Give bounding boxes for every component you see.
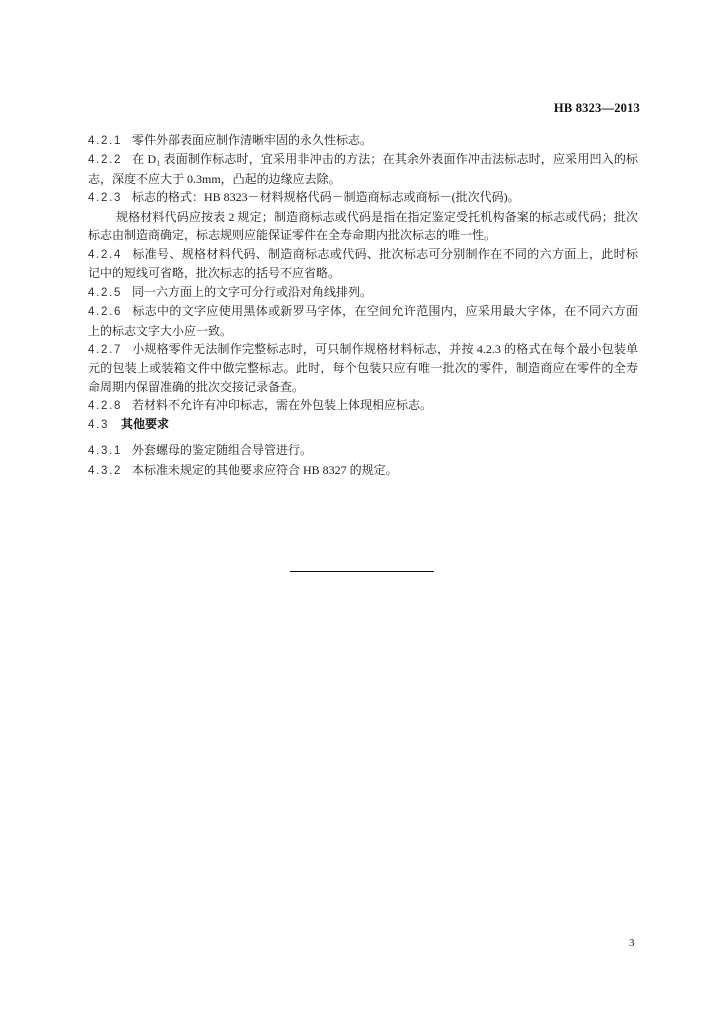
clause-line bbox=[88, 188, 638, 207]
clause-number: 4.2.1 bbox=[88, 135, 123, 147]
clause-4-2-5 bbox=[88, 283, 638, 302]
clause-text: 零件外部表面应制作清晰牢固的永久性标志。 bbox=[132, 133, 373, 147]
clause-number: 4.3.2 bbox=[88, 465, 123, 477]
clause-line bbox=[88, 283, 638, 302]
clause-number: 4.2.6 bbox=[88, 306, 123, 319]
clause-line bbox=[88, 461, 638, 481]
clause-number: 4.2.2 bbox=[88, 154, 123, 167]
clause-number: 4.3.1 bbox=[88, 445, 123, 457]
clause-line bbox=[88, 245, 638, 264]
clause-line: 元的包装上或装箱文件中做完整标志。此时，每个包装只应有唯一批次的零件，制造商应在零件的全寿 bbox=[88, 361, 638, 376]
clause-line bbox=[88, 150, 638, 169]
clause-number: 4.2.3 bbox=[88, 192, 123, 205]
clause-text: 在 D₁ 表面制作标志时，宜采用非冲击的方法；在其余外表面作冲击法标志时，应采用凹入的标 bbox=[132, 152, 638, 167]
clause-line: 命周期内保留准确的批次交接记录备查。 bbox=[88, 379, 305, 394]
clause-4-3-2 bbox=[88, 461, 638, 481]
section-4-3 bbox=[88, 441, 638, 481]
clause-text: 标志的格式：HB 8323－材料规格代码－制造商标志或商标－(批次代码)。 bbox=[132, 190, 520, 205]
section-heading-line bbox=[88, 415, 638, 434]
clause-line bbox=[88, 302, 638, 321]
clause-4-2-2 bbox=[88, 150, 638, 188]
clause-number: 4.2.8 bbox=[88, 400, 123, 413]
clause-line bbox=[88, 131, 638, 150]
clause-4-2-1 bbox=[88, 131, 638, 150]
clause-text: 本标准未规定的其他要求应符合 HB 8327 的规定。 bbox=[132, 463, 398, 477]
end-of-text-rule bbox=[290, 571, 434, 572]
clause-4-2-8 bbox=[88, 396, 638, 415]
clause-line: 上的标志文字大小应一致。 bbox=[88, 323, 233, 338]
clause-4-2-7 bbox=[88, 340, 638, 396]
clause-paragraph-line: 标志由制造商确定，标志规则应能保证零件在全寿命期内批次标志的唯一性。 bbox=[88, 228, 497, 243]
section-4-2 bbox=[88, 131, 638, 416]
clause-line bbox=[88, 441, 638, 461]
page-number: 3 bbox=[629, 937, 635, 949]
clause-4-2-6 bbox=[88, 302, 638, 340]
clause-number: 4.2.4 bbox=[88, 248, 123, 261]
clause-line: 志，深度不应大于 0.3mm，凸起的边缘应去除。 bbox=[88, 171, 341, 186]
section-number: 4.3 bbox=[88, 419, 110, 431]
clause-text: 外套螺母的鉴定随组合导管进行。 bbox=[132, 443, 313, 457]
clause-4-2-3 bbox=[88, 188, 638, 244]
clause-number: 4.2.7 bbox=[88, 343, 123, 356]
standard-code-header: HB 8323—2013 bbox=[553, 101, 640, 115]
clause-number: 4.2.5 bbox=[88, 286, 123, 299]
clause-line: 记中的短线可省略，批次标志的括号不应省略。 bbox=[88, 266, 341, 281]
clause-text: 标准号、规格材料代码、制造商标志或代码、批次标志可分别制作在不同的六方面上，此时标 bbox=[132, 246, 638, 261]
clause-line bbox=[88, 396, 638, 415]
clause-4-2-4 bbox=[88, 245, 638, 283]
clause-text: 若材料不允许有冲印标志，需在外包装上体现相应标志。 bbox=[132, 398, 433, 413]
clause-text: 同一六方面上的文字可分行或沿对角线排列。 bbox=[132, 284, 373, 299]
clause-text: 标志中的文字应使用黑体或新罗马字体，在空间允许范围内，应采用最大字体，在不同六方面 bbox=[132, 304, 638, 319]
section-4-3-heading bbox=[88, 415, 638, 434]
clause-line bbox=[88, 340, 638, 359]
clause-4-3-1 bbox=[88, 441, 638, 461]
clause-paragraph-line: 规格材料代码应按表 2 规定；制造商标志或代码是指在指定鉴定受托机构备案的标志或代码；批次 bbox=[116, 209, 638, 224]
section-title: 其他要求 bbox=[121, 417, 170, 431]
clause-text: 小规格零件无法制作完整标志时，可只制作规格材料标志，并按 4.2.3 的格式在每个最小包装单 bbox=[132, 341, 638, 356]
